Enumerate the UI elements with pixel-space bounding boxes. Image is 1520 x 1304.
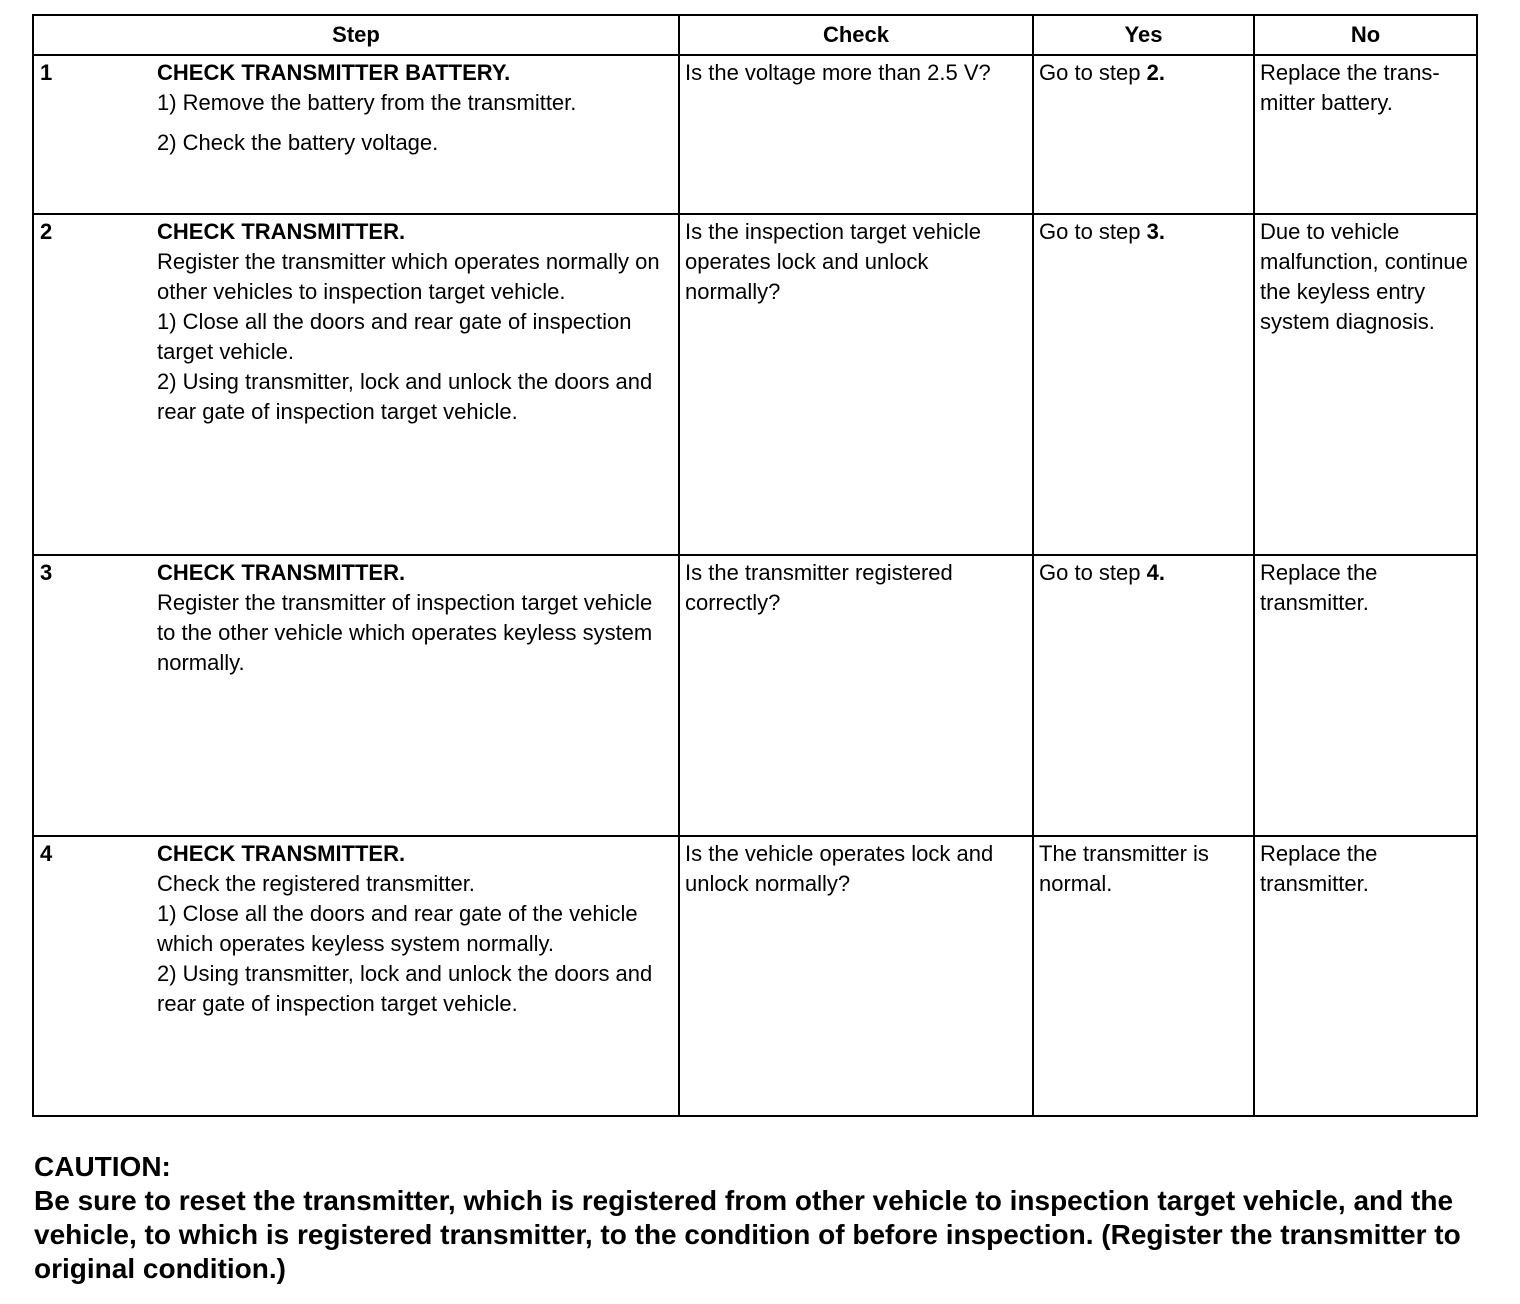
yes-text: Go to step bbox=[1039, 560, 1147, 585]
step-cell bbox=[33, 836, 679, 1116]
step-line: 2) Using transmitter, lock and unlock the doors and rear gate of inspection target vehicle. bbox=[157, 369, 653, 424]
no-cell: Replace the transmitter. bbox=[1254, 836, 1477, 1116]
caution-note bbox=[34, 1150, 1494, 1286]
header-no: No bbox=[1254, 15, 1477, 55]
step-cell bbox=[33, 214, 679, 555]
step-number: 1 bbox=[40, 60, 53, 85]
step-number: 2 bbox=[40, 219, 53, 244]
no-cell: Due to vehicle malfunction, continue the keyless entry system diagnosis. bbox=[1254, 214, 1477, 555]
step-cell bbox=[33, 555, 679, 836]
yes-cell bbox=[1033, 555, 1254, 836]
step-number: 4 bbox=[40, 841, 53, 866]
header-check: Check bbox=[679, 15, 1033, 55]
table-row bbox=[33, 55, 1477, 214]
check-cell: Is the transmitter registered correctly? bbox=[679, 555, 1033, 836]
step-title: CHECK TRANSMITTER BATTERY. bbox=[157, 60, 511, 85]
table-header-row bbox=[33, 15, 1477, 55]
yes-step-ref: 2. bbox=[1146, 60, 1165, 85]
header-step: Step bbox=[33, 15, 679, 55]
table-row bbox=[33, 836, 1477, 1116]
step-line: 1) Close all the doors and rear gate of inspection target vehicle. bbox=[157, 309, 632, 364]
step-line: 1) Close all the doors and rear gate of the vehicle which operates keyless system normally. bbox=[157, 901, 638, 956]
yes-step-ref: 4. bbox=[1146, 560, 1165, 585]
no-cell: Replace the transmitter. bbox=[1254, 555, 1477, 836]
step-line: 2) Using transmitter, lock and unlock the doors and rear gate of inspection target vehicle. bbox=[157, 961, 653, 1016]
caution-heading: CAUTION: bbox=[34, 1151, 171, 1182]
yes-cell bbox=[1033, 55, 1254, 214]
no-cell: Replace the trans- mitter battery. bbox=[1254, 55, 1477, 214]
yes-text: Go to step bbox=[1039, 60, 1147, 85]
table-row bbox=[33, 214, 1477, 555]
step-number: 3 bbox=[40, 560, 53, 585]
step-cell bbox=[33, 55, 679, 214]
step-title: CHECK TRANSMITTER. bbox=[157, 560, 406, 585]
check-cell: Is the inspection target vehicle operates lock and unlock normally? bbox=[679, 214, 1033, 555]
yes-text: The transmitter is normal. bbox=[1039, 841, 1209, 896]
yes-cell bbox=[1033, 214, 1254, 555]
step-line: Check the registered transmitter. bbox=[157, 871, 475, 896]
yes-text: Go to step bbox=[1039, 219, 1147, 244]
step-line: Register the transmitter which operates normally on other vehicles to inspection target vehicle. bbox=[157, 249, 660, 304]
yes-step-ref: 3. bbox=[1146, 219, 1165, 244]
yes-cell bbox=[1033, 836, 1254, 1116]
table-row bbox=[33, 555, 1477, 836]
header-yes: Yes bbox=[1033, 15, 1254, 55]
step-title: CHECK TRANSMITTER. bbox=[157, 219, 406, 244]
caution-text: Be sure to reset the transmitter, which is registered from other vehicle to inspection target vehicle, and the vehicle, to which is registered transmitter, to the condition of before inspection. (Register the transmitter to original condition.) bbox=[34, 1185, 1461, 1284]
check-cell: Is the vehicle operates lock and unlock normally? bbox=[679, 836, 1033, 1116]
step-title: CHECK TRANSMITTER. bbox=[157, 841, 406, 866]
step-line: 1) Remove the battery from the transmitter. bbox=[157, 90, 577, 115]
diagnosis-table bbox=[32, 14, 1478, 1117]
step-line: 2) Check the battery voltage. bbox=[157, 130, 439, 155]
step-line: Register the transmitter of inspection target vehicle to the other vehicle which operates keyless system normally. bbox=[157, 590, 653, 675]
check-cell: Is the voltage more than 2.5 V? bbox=[679, 55, 1033, 214]
